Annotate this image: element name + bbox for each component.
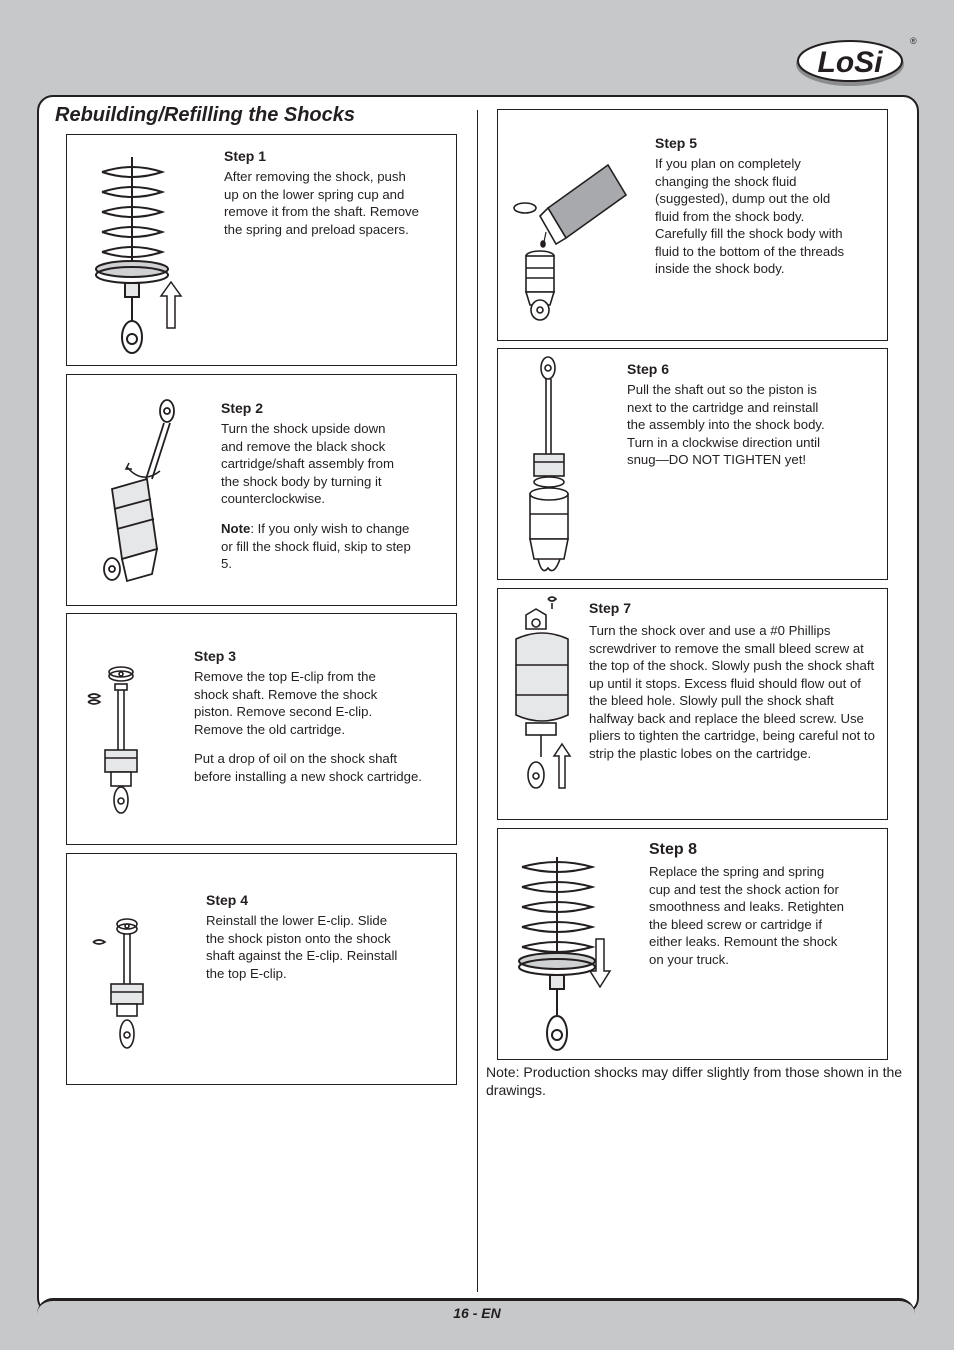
shaft-piston-eclip-illustration	[85, 662, 165, 822]
step-4-label: Step 4	[206, 892, 249, 908]
step-2-note	[221, 520, 411, 573]
step-8-label: Step 8	[649, 841, 698, 858]
step-8-text: Replace the spring and spring cup and test the shock action for smoothness and leaks. Retighten the bleed screw or cartridge if either leaks. Remount the shock on your truck.	[649, 864, 844, 967]
bleed-screw-illustration	[506, 595, 586, 795]
step-3-label: Step 3	[194, 648, 237, 664]
step-3-text: Remove the top E-clip from the shock shaft. Remove the shock piston. Remove second E-clip. Remove the old cartridge.	[194, 669, 378, 737]
step-8-panel	[497, 828, 888, 1060]
step-2-note-label: Note	[221, 521, 251, 536]
page-number: 16 - EN	[453, 1305, 501, 1321]
step-5-label: Step 5	[655, 135, 698, 151]
step-6-label: Step 6	[627, 361, 670, 377]
step-5-panel	[497, 109, 888, 341]
step-2-label: Step 2	[221, 400, 264, 416]
step-3-panel	[66, 613, 457, 845]
step-1-label: Step 1	[224, 148, 267, 164]
fluid-bottle-pour-illustration	[508, 160, 638, 325]
step-4-text: Reinstall the lower E-clip. Slide the shock piston onto the shock shaft against the E-clip. Reinstall the top E-clip.	[206, 913, 398, 981]
registered-mark: ®	[910, 36, 917, 46]
step-6-text: Pull the shaft out so the piston is next to the cartridge and reinstall the assembly into the shock body. Turn in a clockwise direction until snug—DO NOT TIGHTEN yet!	[627, 382, 825, 467]
production-note: Note: Production shocks may differ slightly from those shown in the drawings.	[486, 1064, 903, 1098]
losi-logo	[792, 30, 922, 88]
step-7-text: Turn the shock over and use a #0 Phillips screwdriver to remove the small bleed screw at the top of the shock. Slowly push the shock shaft up until it stops. Excess fluid should flow out of the bleed hole. Slowly pull the shock shaft halfway back and replace the bleed screw. Use pliers to tighten the cartridge, being careful not to strip the plastic lobes on the cartridge.	[589, 623, 875, 761]
logo-wordmark: LoSi	[817, 46, 883, 79]
shaft-reassembly-illustration	[89, 912, 169, 1057]
step-4-panel	[66, 853, 457, 1085]
up-arrow-icon	[552, 742, 572, 790]
down-arrow-icon	[588, 937, 612, 989]
step-3-extra: Put a drop of oil on the shock shaft before installing a new shock cartridge.	[194, 751, 422, 784]
step-5-text: If you plan on completely changing the shock fluid (suggested), dump out the old fluid from the shock body. Carefully fill the shock body with fluid to the bottom of the threads inside the shock body.	[655, 156, 845, 276]
step-2-text: Turn the shock upside down and remove the black shock cartridge/shaft assembly from the shock body by turning it counterclockwise.	[221, 421, 394, 506]
shock-upside-down-illustration	[82, 399, 182, 589]
step-2-panel	[66, 374, 457, 606]
step-1-panel	[66, 134, 457, 366]
step-6-panel	[497, 348, 888, 580]
step-2-note-text: : If you only wish to change or fill the shock fluid, skip to step 5.	[221, 521, 411, 571]
up-arrow-icon	[159, 280, 183, 330]
page-title: Rebuilding/Refilling the Shocks	[55, 104, 356, 126]
step-1-text: After removing the shock, push up on the lower spring cup and remove it from the shaft. Remove the spring and preload spacers.	[224, 169, 419, 237]
step-7-panel	[497, 588, 888, 820]
cartridge-reinstall-illustration	[520, 354, 590, 576]
shock-with-spring-illustration	[87, 157, 197, 362]
step-7-label: Step 7	[589, 600, 632, 616]
column-divider	[477, 110, 478, 1292]
